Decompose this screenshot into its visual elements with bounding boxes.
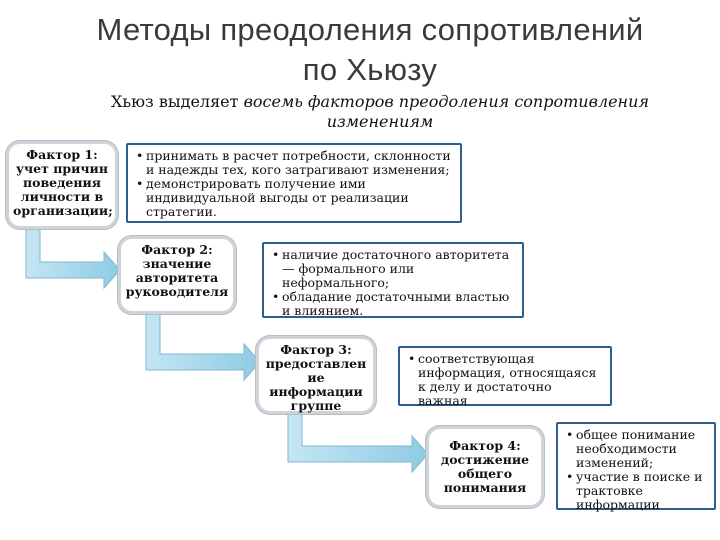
subtitle-italic: восемь факторов преодоления сопротивления изменениям <box>243 92 649 131</box>
arrow-3 <box>288 410 428 472</box>
factor-3-item: • соответствующая информация, относящаяся к делу и достаточно важная <box>418 352 604 408</box>
factor-3-label: Фактор 3: предоставлен ие информации группе <box>265 342 367 413</box>
factor-2-description <box>262 242 524 318</box>
factor-4-label: Фактор 4: достижение общего понимания <box>440 438 530 495</box>
factor-3-description <box>398 346 612 406</box>
factor-4-item: • участие в поиске и трактовке информации <box>576 470 708 512</box>
factor-2-label: Фактор 2: значение авторитета руководителя <box>125 242 229 299</box>
title-line-2: по Хьюзу <box>302 52 438 87</box>
factor-2-box <box>118 236 236 314</box>
factor-4-description <box>556 422 716 510</box>
factor-4-item: • общее понимание необходимости изменений; <box>576 428 708 470</box>
arrow-2 <box>146 312 260 380</box>
subtitle-prefix: Хьюз выделяет <box>111 92 244 111</box>
factor-1-description <box>126 143 462 223</box>
factor-4-box <box>426 426 544 508</box>
title-line-1: Методы преодоления сопротивлений <box>96 12 644 47</box>
factor-2-item: • наличие достаточного авторитета — формального или неформального; <box>282 248 516 290</box>
factor-3-box <box>256 336 376 414</box>
arrow-1 <box>26 228 120 288</box>
factor-2-item: • обладание достаточными властью и влиянием. <box>282 290 516 318</box>
factor-1-item: • принимать в расчет потребности, склонности и надежды тех, кого затрагивают изменения; <box>146 149 454 177</box>
factor-1-label: Фактор 1: учет причин поведения личности в организации; <box>13 147 113 218</box>
factor-1-box <box>6 141 118 229</box>
factor-1-item: • демонстрировать получение ими индивидуальной выгоды от реализации стратегии. <box>146 177 454 219</box>
